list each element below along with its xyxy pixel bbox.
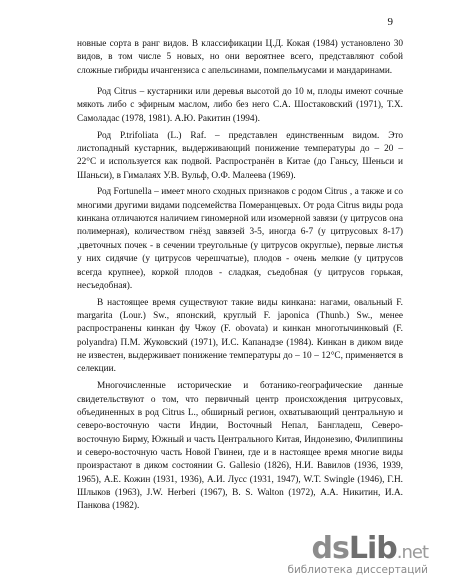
- watermark-logo-ds: ds: [311, 531, 349, 566]
- document-body: [77, 38, 403, 517]
- watermark-logo-lib: Lib: [348, 531, 397, 566]
- watermark-subtitle: библиотека диссертаций: [287, 564, 428, 576]
- watermark-logo: [311, 531, 428, 568]
- paragraph: Род Citrus – кустарники или деревья высотой до 10 м, плоды имеют сочные мякоть либо с эфирным маслом, либо без него С.А. Шостаковский (1971), Т.Х. Самоладас (1978, 1981). А.Ю. Ракитин (1994).: [77, 87, 403, 124]
- page-number: 9: [387, 16, 393, 28]
- paragraph: Род P.trifoliata (L.) Raf. – представлен единственным видом. Это листопадный кустарник, выдерживающий понижение температуры до – 20 – 22°С и используется как подвой. Распространён в Китае (до Ганьсу, Шеньси и Шаньси), в Гималаях У.В. Вульф, О.Ф. Малеева (1969).: [77, 130, 403, 181]
- watermark-logo-net: .net: [396, 542, 428, 563]
- paragraph: новные сорта в ранг видов. В классификации Ц.Д. Кокая (1984) установлено 30 видов, в том числе 5 новых, но они вероятнее всего, представляют собой сложные гибриды ичангензиса с апельсинами, помпельмусами и мандаринами.: [77, 39, 403, 76]
- paragraph: Род Fortunella – имеет много сходных признаков с родом Citrus , а также и со многими другими видами подсемейства Померанцевых. От рода Citrus виды рода кинкана отличаются наличием гиномерной или изомерной завязи (у цитрусов она полимерная), количеством гнёзд завязей 3-5, иногда 6-7 (у цитрусовых 8-17) ,цветочных почек - в сечении треугольные (у цитрусов округлые), первые листья у них сидячие (у цитрусов черешчатые), плодов - очень мелкие (у цитрусов всегда крупнее), коркой плодов - сладкая, съедобная (у цитрусов горькая, несъедобная).: [77, 187, 403, 291]
- watermark: [287, 531, 428, 576]
- paragraph: Многочисленные исторические и ботанико-географические данные свидетельствуют о том, что первичный центр происхождения цитрусовых, объединенных в род Citrus L., обширный регион, охватывающий центральную и северо-восточную части Индии, Восточный Непал, Бангладеш, Северо-восточную Бирму, Южный и часть Центрального Китая, Индонезию, Филиппины и северо-восточную часть Новой Гвинеи, где и в настоящее время многие виды произрастают в диком состоянии G. Gallesio (1826), Н.И. Вавилов (1936, 1939, 1965), А.Е. Кожин (1931, 1936), А.И. Лусс (1931, 1947), W.T. Swingle (1946), Г.Н. Шлыков (1963), J.W. Herberi (1967), B. S. Walton (1972), А.А. Никитин, И.А. Панкова (1982).: [77, 381, 403, 512]
- paragraph: В настоящее время существуют такие виды кинкана: нагами, овальный F. margarita (Lour.) Sw., японский, круглый F. japonica (Thunb.) Sw., менее распространены кинкан фу Чжоу (F. obovata) и кинкан многотычинковый (F. polyandra) П.М. Жуковский (1971), И.С. Капанадзе (1984). Кинкан в диком виде не известен, выдерживает понижение температуры до – 10 – 12°С, применяется в селекции.: [77, 297, 403, 375]
